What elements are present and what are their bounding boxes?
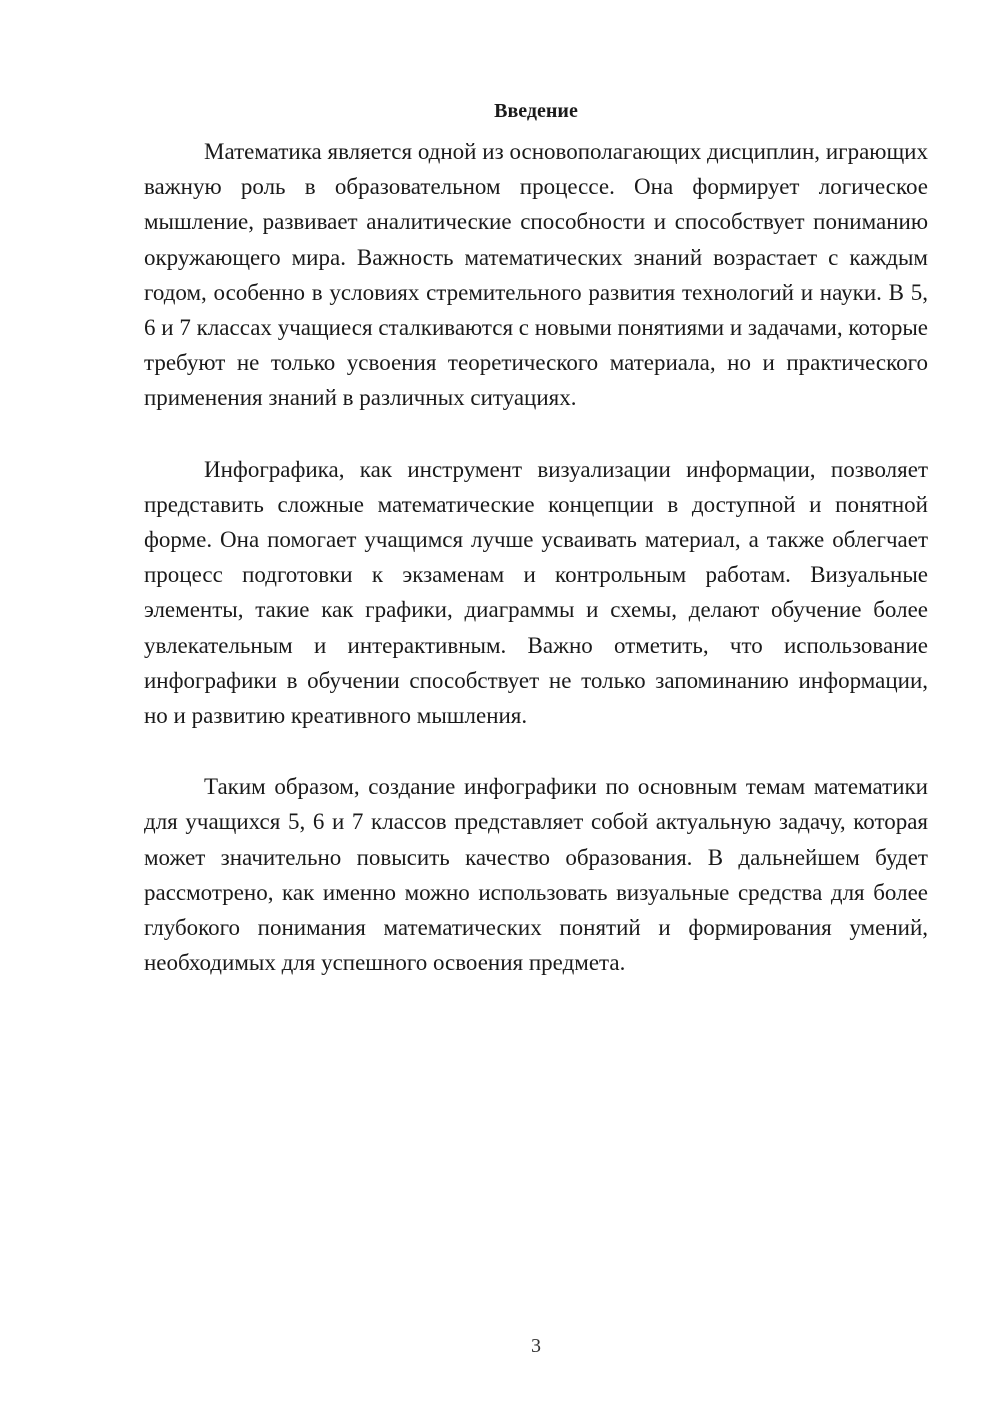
page-number: 3 — [531, 1335, 541, 1357]
paragraph-infographics: Инфографика, как инструмент визуализации информации, позволяет представить сложные математические концепции в доступной и понятной форме. Она помогает учащимся лучше усваивать материал, а также облегчает процесс подготовки к экзаменам и контрольным работам. Визуальные элементы, такие как графики, диаграммы и схемы, делают обучение более увлекательным и интерактивным. Важно отметить, что использование инфографики в обучении способствует не только запоминанию информации, но и развитию креативного мышления. — [144, 456, 928, 729]
section-heading: Введение — [494, 100, 578, 122]
paragraph-intro: Математика является одной из основополагающих дисциплин, играющих важную роль в образовательном процессе. Она формирует логическое мышление, развивает аналитические способности и способствует пониманию окружающего мира. Важность математических знаний возрастает с каждым годом, особенно в условиях стремительного развития технологий и науки. В 5, 6 и 7 классах учащиеся сталкиваются с новыми понятиями и задачами, которые требуют не только усвоения теоретического материала, но и практического применения знаний в различных ситуациях. — [144, 139, 928, 411]
page-body — [144, 94, 928, 980]
paragraph-conclusion: Таким образом, создание инфографики по основным темам математики для учащихся 5, 6 и 7 классов представляет собой актуальную задачу, которая может значительно повысить качество образования. В дальнейшем будет рассмотрено, как именно можно использовать визуальные средства для более глубокого понимания математических понятий и формирования умений, необходимых для успешного освоения предмета. — [144, 774, 928, 976]
